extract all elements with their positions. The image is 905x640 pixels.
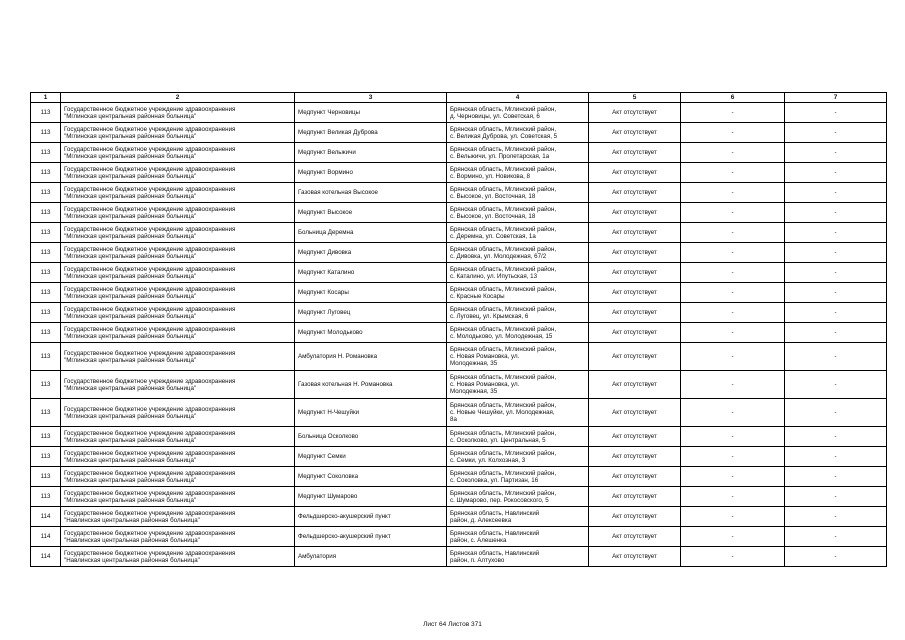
act-status-cell: Акт отсутствует	[589, 183, 681, 203]
column-7-cell: -	[785, 507, 887, 527]
column-header: 6	[681, 93, 785, 103]
address-line: с. Высокое, ул. Восточная, 18	[450, 192, 536, 200]
column-7-cell: -	[785, 103, 887, 123]
address-line: с. Красные Косары	[450, 292, 505, 300]
address-cell	[447, 183, 589, 203]
act-status-cell: Акт отсутствует	[589, 283, 681, 303]
organization-line: Государственное бюджетное учреждение здравоохранения	[64, 549, 236, 557]
organization-line: "Мглинская центральная районная больница"	[64, 272, 197, 280]
table-row	[31, 123, 887, 143]
act-status-cell: Акт отсутствует	[589, 143, 681, 163]
address-line: Брянская область, Мглинский район,	[450, 489, 557, 497]
table-row	[31, 163, 887, 183]
table-row	[31, 399, 887, 427]
column-7-cell: -	[785, 303, 887, 323]
act-status-cell: Акт отсутствует	[589, 123, 681, 143]
address-line: с. Соколовка, ул. Партизан, 16	[450, 476, 539, 484]
address-cell	[447, 243, 589, 263]
organization-cell	[61, 303, 295, 323]
organization-line: "Мглинская центральная районная больница"	[64, 132, 197, 140]
column-7-cell: -	[785, 487, 887, 507]
object-name-cell: Медпункт Молодьково	[295, 323, 447, 343]
row-number-cell: 113	[31, 371, 61, 399]
row-number-cell: 113	[31, 123, 61, 143]
column-6-cell: -	[681, 243, 785, 263]
object-name-cell: Амбулатория	[295, 547, 447, 567]
address-cell	[447, 263, 589, 283]
address-line: район, д. Алексеевка	[450, 516, 512, 524]
object-name-cell: Медпункт Вельжичи	[295, 143, 447, 163]
row-number-cell: 113	[31, 263, 61, 283]
organization-line: "Мглинская центральная районная больница"	[64, 332, 197, 340]
column-header: 5	[589, 93, 681, 103]
organization-line: "Мглинская центральная районная больница"	[64, 496, 197, 504]
organization-cell	[61, 547, 295, 567]
address-line: с. Луговец, ул. Крымская, 6	[450, 312, 529, 320]
act-status-cell: Акт отсутствует	[589, 399, 681, 427]
row-number-cell: 113	[31, 323, 61, 343]
column-6-cell: -	[681, 547, 785, 567]
table-row	[31, 343, 887, 371]
object-name-cell: Газовая котельная Высокое	[295, 183, 447, 203]
organization-cell	[61, 371, 295, 399]
organization-line: Государственное бюджетное учреждение здравоохранения	[64, 377, 236, 385]
address-cell	[447, 527, 589, 547]
act-status-cell: Акт отсутствует	[589, 103, 681, 123]
table-row	[31, 427, 887, 447]
address-cell	[447, 547, 589, 567]
organization-line: Государственное бюджетное учреждение здравоохранения	[64, 469, 236, 477]
table-row	[31, 487, 887, 507]
row-number-cell: 113	[31, 283, 61, 303]
object-name-cell: Фельдшерско-акушерский пункт	[295, 527, 447, 547]
address-line: д. Черновицы, ул. Советская, 6	[450, 112, 540, 120]
row-number-cell: 113	[31, 163, 61, 183]
column-6-cell: -	[681, 143, 785, 163]
address-line: Брянская область, Мглинский район,	[450, 265, 557, 273]
organization-line: Государственное бюджетное учреждение здравоохранения	[64, 509, 236, 517]
column-6-cell: -	[681, 467, 785, 487]
address-line: 8а	[450, 416, 457, 423]
address-cell	[447, 371, 589, 399]
address-cell	[447, 103, 589, 123]
organization-line: "Мглинская центральная районная больница"	[64, 356, 197, 364]
organization-cell	[61, 243, 295, 263]
row-number-cell: 114	[31, 527, 61, 547]
row-number-cell: 113	[31, 223, 61, 243]
act-status-cell: Акт отсутствует	[589, 303, 681, 323]
organization-cell	[61, 399, 295, 427]
object-name-cell: Медпункт Соколовка	[295, 467, 447, 487]
object-name-cell: Медпункт Дивовка	[295, 243, 447, 263]
organization-line: "Мглинская центральная районная больница"	[64, 112, 197, 120]
organization-line: Государственное бюджетное учреждение здравоохранения	[64, 245, 236, 253]
organization-line: Государственное бюджетное учреждение здравоохранения	[64, 529, 236, 537]
organization-cell	[61, 283, 295, 303]
address-line: Брянская область, Навлинский	[450, 549, 540, 557]
object-name-cell: Медпункт Черновицы	[295, 103, 447, 123]
column-6-cell: -	[681, 263, 785, 283]
organization-cell	[61, 487, 295, 507]
address-line: Брянская область, Мглинский район,	[450, 145, 557, 153]
row-number-cell: 113	[31, 427, 61, 447]
address-line: с. Высокое, ул. Восточная, 18	[450, 212, 536, 220]
register-table-container	[30, 92, 887, 567]
column-7-cell: -	[785, 343, 887, 371]
address-line: Брянская область, Мглинский район,	[450, 374, 557, 381]
organization-line: Государственное бюджетное учреждение здравоохранения	[64, 285, 236, 293]
column-7-cell: -	[785, 371, 887, 399]
column-6-cell: -	[681, 343, 785, 371]
address-cell	[447, 143, 589, 163]
organization-cell	[61, 183, 295, 203]
row-number-cell: 113	[31, 243, 61, 263]
page-footer: Лист 64 Листов 371	[423, 621, 482, 628]
organization-cell	[61, 507, 295, 527]
column-7-cell: -	[785, 427, 887, 447]
address-cell	[447, 507, 589, 527]
address-line: Брянская область, Мглинский район,	[450, 325, 557, 333]
address-line: с. Молодьково, ул. Молодежная, 15	[450, 332, 553, 340]
column-6-cell: -	[681, 399, 785, 427]
column-7-cell: -	[785, 163, 887, 183]
address-line: с. Семки, ул. Колхозная, 3	[450, 456, 526, 464]
column-header: 4	[447, 93, 589, 103]
column-7-cell: -	[785, 223, 887, 243]
column-header: 2	[61, 93, 295, 103]
address-line: с. Новая Романовка, ул.	[450, 353, 520, 360]
address-line: Брянская область, Мглинский район,	[450, 402, 557, 409]
column-header: 1	[31, 93, 61, 103]
address-line: район, п. Алтухово	[450, 556, 505, 564]
act-status-cell: Акт отсутствует	[589, 467, 681, 487]
address-line: Брянская область, Мглинский район,	[450, 185, 557, 193]
organization-cell	[61, 163, 295, 183]
organization-line: "Мглинская центральная районная больница"	[64, 172, 197, 180]
address-line: с. Шумарово, пер. Рокосовского, 5	[450, 496, 549, 504]
organization-line: Государственное бюджетное учреждение здравоохранения	[64, 145, 236, 153]
organization-line: "Мглинская центральная районная больница"	[64, 476, 197, 484]
address-line: с. Деремна, ул. Советская, 1а	[450, 232, 536, 240]
organization-line: Государственное бюджетное учреждение здравоохранения	[64, 205, 236, 213]
address-line: Брянская область, Мглинский район,	[450, 225, 557, 233]
act-status-cell: Акт отсутствует	[589, 527, 681, 547]
address-line: Брянская область, Мглинский район,	[450, 469, 557, 477]
row-number-cell: 113	[31, 487, 61, 507]
table-row	[31, 283, 887, 303]
organization-line: "Мглинская центральная районная больница"	[64, 212, 197, 220]
address-cell	[447, 123, 589, 143]
column-6-cell: -	[681, 447, 785, 467]
address-cell	[447, 203, 589, 223]
address-line: с. Дивовка, ул. Молодежная, 67/2	[450, 252, 547, 260]
object-name-cell: Медпункт Каталино	[295, 263, 447, 283]
row-number-cell: 114	[31, 507, 61, 527]
column-7-cell: -	[785, 243, 887, 263]
table-row	[31, 447, 887, 467]
address-cell	[447, 447, 589, 467]
row-number-cell: 113	[31, 103, 61, 123]
address-line: Брянская область, Мглинский район,	[450, 125, 557, 133]
object-name-cell: Газовая котельная Н. Романовка	[295, 371, 447, 399]
address-cell	[447, 283, 589, 303]
column-6-cell: -	[681, 487, 785, 507]
column-header: 3	[295, 93, 447, 103]
address-line: Брянская область, Мглинский район,	[450, 285, 557, 293]
row-number-cell: 114	[31, 547, 61, 567]
address-line: Брянская область, Мглинский район,	[450, 205, 557, 213]
object-name-cell: Медпункт Вормино	[295, 163, 447, 183]
organization-cell	[61, 527, 295, 547]
organization-line: "Мглинская центральная районная больница"	[64, 436, 197, 444]
organization-line: Государственное бюджетное учреждение здравоохранения	[64, 125, 236, 133]
organization-line: "Навлинская центральная районная больница"	[64, 536, 200, 544]
column-7-cell: -	[785, 123, 887, 143]
organization-line: Государственное бюджетное учреждение здравоохранения	[64, 325, 236, 333]
table-row	[31, 143, 887, 163]
act-status-cell: Акт отсутствует	[589, 447, 681, 467]
address-line: Брянская область, Мглинский район,	[450, 429, 557, 437]
row-number-cell: 113	[31, 303, 61, 323]
table-row	[31, 223, 887, 243]
object-name-cell: Больница Деремна	[295, 223, 447, 243]
table-row	[31, 183, 887, 203]
row-number-cell: 113	[31, 447, 61, 467]
address-line: Брянская область, Навлинский	[450, 529, 540, 537]
address-line: с. Новая Романовка, ул.	[450, 381, 520, 388]
address-line: район, с. Алешенка	[450, 536, 507, 544]
object-name-cell: Медпункт Высокое	[295, 203, 447, 223]
organization-line: Государственное бюджетное учреждение здравоохранения	[64, 105, 236, 113]
address-cell	[447, 399, 589, 427]
organization-cell	[61, 103, 295, 123]
column-header: 7	[785, 93, 887, 103]
column-7-cell: -	[785, 203, 887, 223]
table-row	[31, 263, 887, 283]
organization-cell	[61, 263, 295, 283]
organization-line: Государственное бюджетное учреждение здравоохранения	[64, 305, 236, 313]
address-line: с. Вельжичи, ул. Пролетарская, 1а	[450, 152, 550, 160]
address-cell	[447, 343, 589, 371]
row-number-cell: 113	[31, 343, 61, 371]
act-status-cell: Акт отсутствует	[589, 371, 681, 399]
organization-line: Государственное бюджетное учреждение здравоохранения	[64, 165, 236, 173]
address-line: с. Новые Чешуйки, ул. Молодежная,	[450, 409, 555, 416]
organization-line: "Мглинская центральная районная больница"	[64, 312, 197, 320]
organization-cell	[61, 123, 295, 143]
address-line: Брянская область, Мглинский район,	[450, 305, 557, 313]
table-row	[31, 243, 887, 263]
organization-line: "Мглинская центральная районная больница"	[64, 232, 197, 240]
organization-cell	[61, 447, 295, 467]
column-7-cell: -	[785, 263, 887, 283]
table-row	[31, 203, 887, 223]
address-cell	[447, 303, 589, 323]
column-7-cell: -	[785, 467, 887, 487]
organization-cell	[61, 143, 295, 163]
object-name-cell: Медпункт Косары	[295, 283, 447, 303]
object-name-cell: Медпункт Великая Дуброва	[295, 123, 447, 143]
table-row	[31, 323, 887, 343]
column-6-cell: -	[681, 371, 785, 399]
address-line: Брянская область, Мглинский район,	[450, 449, 557, 457]
column-7-cell: -	[785, 527, 887, 547]
address-line: Молодежная, 35	[450, 360, 498, 367]
organization-line: Государственное бюджетное учреждение здравоохранения	[64, 225, 236, 233]
address-cell	[447, 427, 589, 447]
act-status-cell: Акт отсутствует	[589, 163, 681, 183]
column-6-cell: -	[681, 163, 785, 183]
table-row	[31, 507, 887, 527]
object-name-cell: Медпункт Н-Чешуйки	[295, 399, 447, 427]
column-6-cell: -	[681, 323, 785, 343]
organization-cell	[61, 203, 295, 223]
organization-line: "Навлинская центральная районная больница"	[64, 556, 200, 564]
organization-cell	[61, 467, 295, 487]
table-body	[31, 103, 887, 567]
column-7-cell: -	[785, 183, 887, 203]
table-row	[31, 547, 887, 567]
address-line: Брянская область, Мглинский район,	[450, 105, 557, 113]
act-status-cell: Акт отсутствует	[589, 487, 681, 507]
act-status-cell: Акт отсутствует	[589, 343, 681, 371]
column-6-cell: -	[681, 527, 785, 547]
address-line: с. Великая Дуброва, ул. Советская, 5	[450, 132, 558, 140]
column-6-cell: -	[681, 427, 785, 447]
column-7-cell: -	[785, 283, 887, 303]
table-row	[31, 103, 887, 123]
object-name-cell: Больница Осколково	[295, 427, 447, 447]
object-name-cell: Фельдшерско-акушерский пункт	[295, 507, 447, 527]
organization-line: "Мглинская центральная районная больница"	[64, 152, 197, 160]
organization-cell	[61, 223, 295, 243]
address-line: Молодежная, 35	[450, 388, 498, 395]
organization-line: Государственное бюджетное учреждение здравоохранения	[64, 489, 236, 497]
act-status-cell: Акт отсутствует	[589, 203, 681, 223]
address-cell	[447, 163, 589, 183]
organization-cell	[61, 343, 295, 371]
column-6-cell: -	[681, 223, 785, 243]
column-6-cell: -	[681, 507, 785, 527]
register-table	[30, 92, 887, 567]
column-6-cell: -	[681, 203, 785, 223]
organization-line: Государственное бюджетное учреждение здравоохранения	[64, 405, 236, 413]
organization-line: Государственное бюджетное учреждение здравоохранения	[64, 265, 236, 273]
column-7-cell: -	[785, 143, 887, 163]
address-line: Брянская область, Навлинский	[450, 509, 540, 517]
organization-line: "Мглинская центральная районная больница"	[64, 384, 197, 392]
organization-line: "Мглинская центральная районная больница"	[64, 252, 197, 260]
organization-line: Государственное бюджетное учреждение здравоохранения	[64, 449, 236, 457]
organization-line: "Мглинская центральная районная больница"	[64, 456, 197, 464]
act-status-cell: Акт отсутствует	[589, 263, 681, 283]
table-row	[31, 467, 887, 487]
address-line: Брянская область, Мглинский район,	[450, 245, 557, 253]
act-status-cell: Акт отсутствует	[589, 547, 681, 567]
row-number-cell: 113	[31, 183, 61, 203]
act-status-cell: Акт отсутствует	[589, 507, 681, 527]
table-row	[31, 527, 887, 547]
organization-line: "Мглинская центральная районная больница"	[64, 192, 197, 200]
organization-line: "Мглинская центральная районная больница"	[64, 412, 197, 420]
column-6-cell: -	[681, 103, 785, 123]
address-cell	[447, 487, 589, 507]
row-number-cell: 113	[31, 399, 61, 427]
object-name-cell: Амбулатория Н. Романовка	[295, 343, 447, 371]
table-row	[31, 303, 887, 323]
address-line: с. Каталино, ул. Ипутьская, 13	[450, 272, 538, 280]
column-7-cell: -	[785, 547, 887, 567]
organization-line: "Мглинская центральная районная больница"	[64, 292, 197, 300]
column-6-cell: -	[681, 123, 785, 143]
address-cell	[447, 467, 589, 487]
organization-line: "Навлинская центральная районная больница"	[64, 516, 200, 524]
address-cell	[447, 323, 589, 343]
column-7-cell: -	[785, 447, 887, 467]
header-row	[31, 93, 887, 103]
act-status-cell: Акт отсутствует	[589, 243, 681, 263]
organization-line: Государственное бюджетное учреждение здравоохранения	[64, 185, 236, 193]
column-7-cell: -	[785, 323, 887, 343]
act-status-cell: Акт отсутствует	[589, 223, 681, 243]
organization-cell	[61, 427, 295, 447]
table-row	[31, 371, 887, 399]
address-cell	[447, 223, 589, 243]
organization-cell	[61, 323, 295, 343]
address-line: Брянская область, Мглинский район,	[450, 165, 557, 173]
act-status-cell: Акт отсутствует	[589, 323, 681, 343]
address-line: с. Вормино, ул. Новикова, 8	[450, 172, 530, 180]
address-line: Брянская область, Мглинский район,	[450, 346, 557, 353]
row-number-cell: 113	[31, 143, 61, 163]
organization-line: Государственное бюджетное учреждение здравоохранения	[64, 429, 236, 437]
column-6-cell: -	[681, 283, 785, 303]
row-number-cell: 113	[31, 203, 61, 223]
row-number-cell: 113	[31, 467, 61, 487]
act-status-cell: Акт отсутствует	[589, 427, 681, 447]
column-7-cell: -	[785, 399, 887, 427]
object-name-cell: Медпункт Семки	[295, 447, 447, 467]
organization-line: Государственное бюджетное учреждение здравоохранения	[64, 349, 236, 357]
object-name-cell: Медпункт Шумарово	[295, 487, 447, 507]
address-line: с. Осколково, ул. Центральная, 5	[450, 436, 546, 444]
column-6-cell: -	[681, 183, 785, 203]
object-name-cell: Медпункт Луговец	[295, 303, 447, 323]
column-6-cell: -	[681, 303, 785, 323]
